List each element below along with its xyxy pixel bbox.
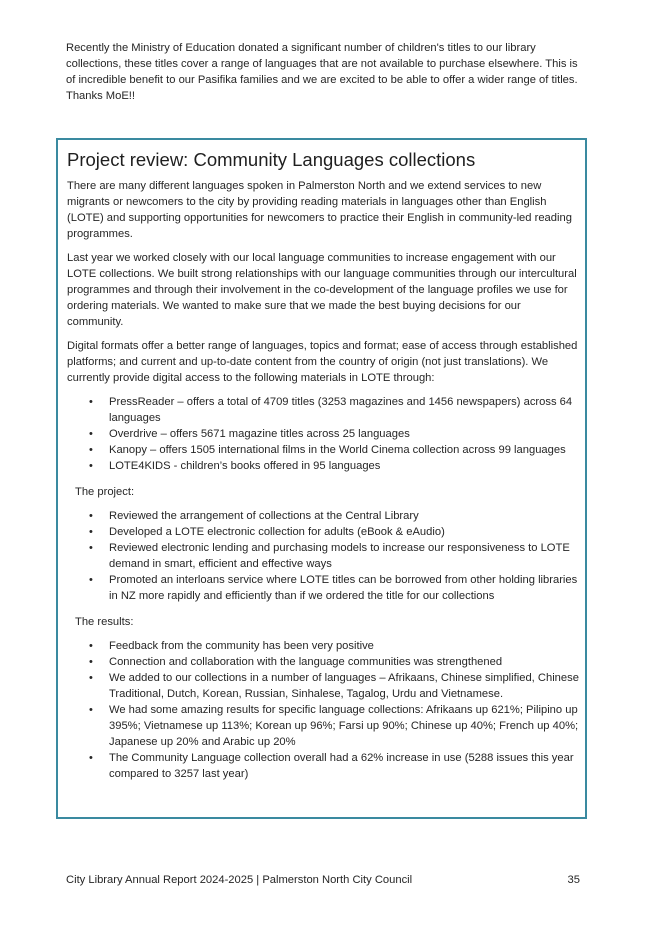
project-review-title: Project review: Community Languages collections bbox=[67, 149, 476, 170]
list-item bbox=[67, 508, 579, 524]
list-item bbox=[67, 702, 579, 750]
list-item-text: Promoted an interloans service where LOTE titles can be borrowed from other holding libraries in NZ more rapidly and efficiently than if we ordered the title for our collections bbox=[109, 574, 578, 602]
paragraph-engagement: Last year we worked closely with our local language communities to increase engagement with our LOTE collections. We built strong relationships with our language communities through our intercultural programmes and through their involvement in the co-development of the language profiles we use for ordering materials. We wanted to make sure that we made the best buying decisions for our community. bbox=[67, 252, 577, 328]
list-item-text: The Community Language collection overall had a 62% increase in use (5288 issues this year compared to 3257 last year) bbox=[109, 752, 574, 780]
paragraph-digital: Digital formats offer a better range of languages, topics and format; ease of access through established platforms; and current and up-to-date content from the country of origin (not just translations). We currently provide digital access to the following materials in LOTE through: bbox=[67, 340, 578, 384]
results-label: The results: bbox=[75, 616, 134, 628]
bullet-icon: • bbox=[89, 672, 93, 684]
list-item bbox=[67, 750, 579, 782]
results-list bbox=[67, 638, 579, 782]
list-item-text: We had some amazing results for specific language collections: Afrikaans up 621%; Pilipino up 395%; Vietnamese up 113%; Korean up 96%; Farsi up 90%; Chinese up 40%; French up 40%; Japanese up 20% and Arabic up 20% bbox=[109, 704, 579, 748]
bullet-icon: • bbox=[89, 526, 93, 538]
bullet-icon: • bbox=[89, 574, 93, 586]
list-item bbox=[67, 426, 579, 442]
bullet-icon: • bbox=[89, 460, 93, 472]
list-item-text: Feedback from the community has been very positive bbox=[109, 640, 374, 652]
list-item-text: Kanopy – offers 1505 international films in the World Cinema collection across 99 languages bbox=[109, 444, 566, 456]
list-item-text: PressReader – offers a total of 4709 titles (3253 magazines and 1456 newspapers) across 64 languages bbox=[109, 396, 573, 424]
list-item bbox=[67, 458, 579, 474]
list-item bbox=[67, 654, 579, 670]
list-item bbox=[67, 524, 579, 540]
list-item-text: Connection and collaboration with the language communities was strengthened bbox=[109, 656, 503, 668]
bullet-icon: • bbox=[89, 752, 93, 764]
list-item-text: LOTE4KIDS - children’s books offered in 95 languages bbox=[109, 460, 381, 472]
bullet-icon: • bbox=[89, 542, 93, 554]
page-number: 35 bbox=[567, 874, 580, 886]
list-item-text: Reviewed the arrangement of collections at the Central Library bbox=[109, 510, 419, 522]
project-label: The project: bbox=[75, 486, 135, 498]
list-item bbox=[67, 638, 579, 654]
list-item bbox=[67, 442, 579, 458]
list-item-text: Developed a LOTE electronic collection for adults (eBook & eAudio) bbox=[109, 526, 445, 538]
list-item bbox=[67, 540, 579, 572]
footer-title: City Library Annual Report 2024-2025 | Palmerston North City Council bbox=[66, 874, 413, 886]
list-item-text: Reviewed electronic lending and purchasing models to increase our responsiveness to LOTE demand in smart, efficient and effective ways bbox=[109, 542, 570, 570]
bullet-icon: • bbox=[89, 656, 93, 668]
intro-paragraph: Recently the Ministry of Education donated a significant number of children's titles to our library collections, these titles cover a range of languages that are not available to purchase elsewhere. This is of incredible benefit to our Pasifika families and we are excited to be able to offer a wider range of titles. Thanks MoE!! bbox=[66, 42, 578, 102]
list-item-text: Overdrive – offers 5671 magazine titles across 25 languages bbox=[109, 428, 410, 440]
paragraph-intro: There are many different languages spoken in Palmerston North and we extend services to new migrants or newcomers to the city by providing reading materials in languages other than English (LOTE) and supporting opportunities for newcomers to practice their English in community-led reading programmes. bbox=[67, 180, 572, 240]
project-review-content bbox=[67, 148, 579, 792]
bullet-icon: • bbox=[89, 396, 93, 408]
digital-platforms-list bbox=[67, 394, 579, 474]
list-item bbox=[67, 394, 579, 426]
page-footer bbox=[66, 872, 580, 888]
bullet-icon: • bbox=[89, 640, 93, 652]
bullet-icon: • bbox=[89, 444, 93, 456]
project-review-box bbox=[56, 138, 587, 819]
bullet-icon: • bbox=[89, 510, 93, 522]
list-item bbox=[67, 572, 579, 604]
bullet-icon: • bbox=[89, 428, 93, 440]
list-item bbox=[67, 670, 579, 702]
bullet-icon: • bbox=[89, 704, 93, 716]
project-list bbox=[67, 508, 579, 604]
list-item-text: We added to our collections in a number of languages – Afrikaans, Chinese simplified, Chinese Traditional, Dutch, Korean, Russian, Sinhalese, Tagalog, Urdu and Vietnamese. bbox=[109, 672, 579, 700]
